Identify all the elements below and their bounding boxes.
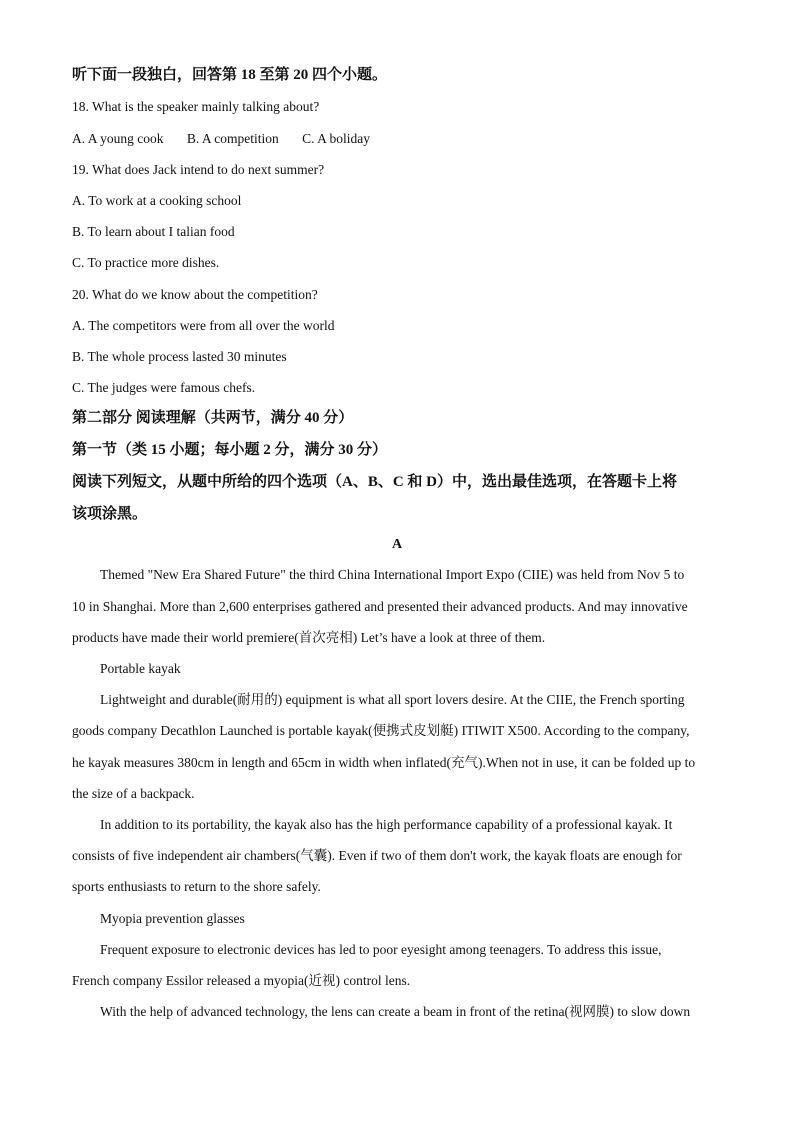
question-19-option-b: B. To learn about I talian food: [72, 224, 235, 239]
question-20-option-c: C. The judges were famous chefs.: [72, 380, 256, 395]
passage-line: the size of a backpack.: [72, 786, 195, 801]
reading-instruction-line-1: 阅读下列短文，从题中所给的四个选项（A、B、C 和 D）中，选出最佳选项，在答题卡上将: [72, 474, 678, 490]
subheading-myopia-glasses: Myopia prevention glasses: [100, 911, 245, 926]
question-18-options: [72, 130, 370, 148]
reading-instruction-line-2: 该项涂黑。: [72, 506, 148, 522]
reading-part-heading: 第二部分 阅读理解（共两节，满分 40 分）: [72, 410, 354, 426]
reading-section-heading: 第一节（类 15 小题；每小题 2 分，满分 30 分）: [72, 442, 388, 458]
passage-line: With the help of advanced technology, the lens can create a beam in front of the retina(视网膜) to slow down: [100, 1004, 691, 1019]
question-19-option-a: A. To work at a cooking school: [72, 193, 242, 208]
passage-line: consists of five independent air chambers(气囊). Even if two of them don't work, the kayak floats are enough for: [72, 848, 682, 863]
question-19-option-c: C. To practice more dishes.: [72, 255, 220, 270]
subheading-portable-kayak: Portable kayak: [100, 661, 181, 676]
question-20-option-a: A. The competitors were from all over the world: [72, 318, 335, 333]
passage-line: sports enthusiasts to return to the shore safely.: [72, 879, 321, 894]
passage-line: he kayak measures 380cm in length and 65cm in width when inflated(充气).When not in use, it can be folded up to: [72, 755, 696, 770]
passage-line: Frequent exposure to electronic devices has led to poor eyesight among teenagers. To address this issue,: [100, 942, 662, 957]
passage-line: French company Essilor released a myopia(近视) control lens.: [72, 973, 411, 988]
passage-line: Lightweight and durable(耐用的) equipment is what all sport lovers desire. At the CIIE, the French sporting: [100, 692, 685, 707]
question-18-stem: 18. What is the speaker mainly talking about?: [72, 99, 320, 114]
passage-line: products have made their world premiere(首次亮相) Let’s have a look at three of them.: [72, 630, 546, 645]
listening-section-heading: 听下面一段独白，回答第 18 至第 20 四个小题。: [72, 67, 388, 83]
question-18-option-a: A. A young cook: [72, 131, 164, 146]
question-19-stem: 19. What does Jack intend to do next summer?: [72, 162, 325, 177]
passage-line: goods company Decathlon Launched is portable kayak(便携式皮划艇) ITIWIT X500. According to the company,: [72, 723, 690, 738]
question-18-option-b: B. A competition: [186, 131, 279, 146]
passage-line: Themed "New Era Shared Future" the third China International Import Expo (CIIE) was held from Nov 5 to: [100, 567, 685, 582]
question-20-option-b: B. The whole process lasted 30 minutes: [72, 349, 287, 364]
passage-line: 10 in Shanghai. More than 2,600 enterprises gathered and presented their advanced products. And may innovative: [72, 599, 688, 614]
question-18-option-c: C. A boliday: [302, 131, 371, 146]
passage-line: In addition to its portability, the kayak also has the high performance capability of a professional kayak. It: [100, 817, 673, 832]
passage-label: A: [391, 537, 403, 552]
question-20-stem: 20. What do we know about the competition?: [72, 287, 318, 302]
